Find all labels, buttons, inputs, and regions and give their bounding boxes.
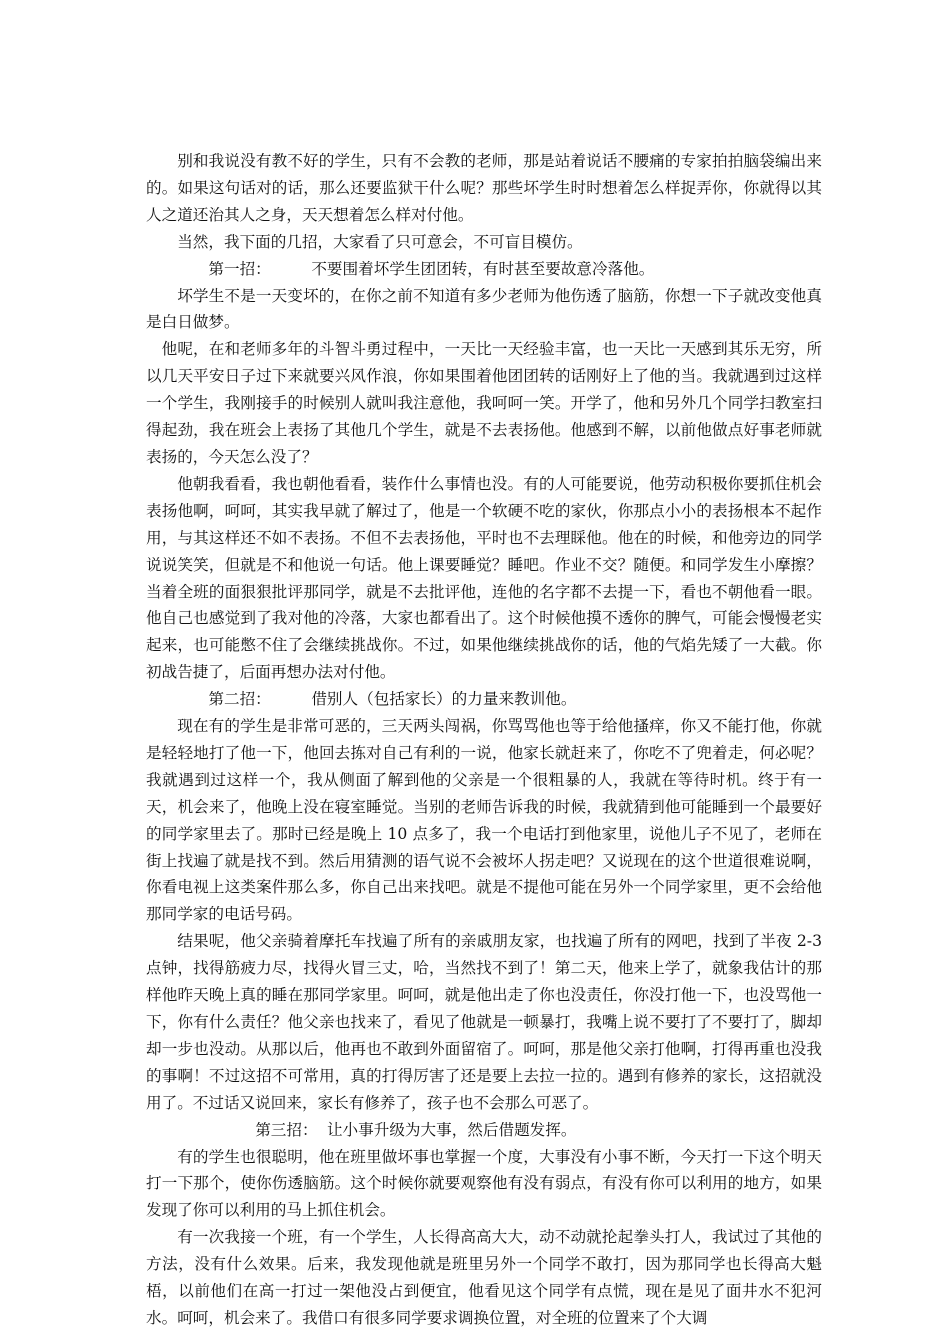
heading-label: 第三招： [255,1120,318,1139]
paragraph-2: 当然，我下面的几招，大家看了只可意会，不可盲目模仿。 [177,232,583,251]
heading-label: 第一招： [208,259,271,278]
paragraph-1: 别和我说没有教不好的学生，只有不会教的老师，那是站着说话不腰痛的专家拍拍脑袋编出来的。如果这句话对的话，那么还要监狱干什么呢？那些坏学生时时想着怎么样捉弄你，你就得以其人之道还治其人之身，天天想着怎么样对付他。 [146,152,822,224]
paragraph-4: 他呢，在和老师多年的斗智斗勇过程中，一天比一天经验丰富，也一天比一天感到其乐无穷，所以几天平安日子过下来就要兴风作浪，你如果围着他团团转的话刚好上了他的当。我就遇到过这样一个学生，我刚接手的时候别人就叫我注意他，我呵呵一笑。开学了，他和另外几个同学扫教室扫得起劲，我在班会上表扬了其他几个学生，就是不去表扬他。他感到不解，以前他做点好事老师就表扬的，今天怎么没了？ [146,340,822,466]
paragraph-5: 他朝我看看，我也朝他看看，装作什么事情也没。有的人可能要说，他劳动积极你要抓住机会表扬他啊，呵呵，其实我早就了解过了，他是一个软硬不吃的家伙，你那点小小的表扬根本不起作用，与其这样还不如不表扬。不但不去表扬他，平时也不去理睬他。他在的时候，和他旁边的同学说说笑笑，但就是不和他说一句话。他上课要睡觉？睡吧。作业不交？随便。和同学发生小摩擦？当着全班的面狠狠批评那同学，就是不去批评他，连他的名字都不去提一下，看也不朝他看一眼。他自己也感觉到了我对他的冷落，大家也都看出了。这个时候他摸不透你的脾气，可能会慢慢老实起来，也可能憋不住了会继续挑战你。不过，如果他继续挑战你的话，他的气焰先矮了一大截。你初战告捷了，后面再想办法对付他。 [146,474,822,682]
heading-text: 让小事升级为大事，然后借题发挥。 [326,1120,577,1139]
paragraph-3: 坏学生不是一天变坏的，在你之前不知道有多少老师为他伤透了脑筋，你想一下子就改变他真是白日做梦。 [146,286,822,332]
heading-second-move [146,686,822,713]
paragraph-7: 结果呢，他父亲骑着摩托车找遍了所有的亲戚朋友家，也找遍了所有的网吧，找到了半夜 2-3 点钟，找得筋疲力尽，找得火冒三丈，哈，当然找不到了！第二天，他来上学了，就象我估计的那样他昨天晚上真的睡在那同学家里。呵呵，就是他出走了你也没责任，你没打他一下，也没骂他一下，你有什么责任？他父亲也找来了，看见了他就是一顿暴打，我嘴上说不要打了不要打了，脚却却一步也没动。从那以后，他再也不敢到外面留宿了。呵呵，那是他父亲打他啊，打得再重也没我的事啊！不过这招不可常用，真的打得厉害了还是要上去拉一拉的。遇到有修养的家长，这招就没用了。不过话又说回来，家长有修养了，孩子也不会那么可恶了。 [146,932,822,1112]
heading-text: 不要围着坏学生团团转，有时甚至要故意冷落他。 [311,259,655,278]
heading-third-move [146,1117,822,1144]
heading-first-move [146,256,822,283]
document-body [146,148,822,1332]
paragraph-8: 有的学生也很聪明，他在班里做坏事也掌握一个度，大事没有小事不断，今天打一下这个明天打一下那个，使你伤透脑筋。这个时候你就要观察他有没有弱点，有没有你可以利用的地方，如果发现了你可以利用的马上抓住机会。 [146,1147,822,1220]
heading-text: 借别人（包括家长）的力量来教训他。 [311,690,577,709]
paragraph-6: 现在有的学生是非常可恶的，三天两头闯祸，你骂骂他也等于给他搔痒，你又不能打他，你就是轻轻地打了他一下，他回去拣对自己有利的一说，他家长就赶来了，你吃不了兜着走，何必呢？我就遇到过这样一个，我从侧面了解到他的父亲是一个很粗暴的人，我就在等待时机。终于有一天，机会来了，他晚上没在寝室睡觉。当别的老师告诉我的时候，我就猜到他可能睡到一个最要好的同学家里去了。那时已经是晚上 10 点多了，我一个电话打到他家里，说他儿子不见了，老师在街上找遍了就是找不到。然后用猜测的语气说不会被坏人拐走吧？又说现在的这个世道很难说啊，你看电视上这类案件那么多，你自己出来找吧。就是不提他可能在另外一个同学家里，更不会给他那同学家的电话号码。 [146,717,822,924]
heading-label: 第二招： [208,690,271,709]
paragraph-9: 有一次我接一个班，有一个学生，人长得高高大大，动不动就抡起拳头打人，我试过了其他的方法，没有什么效果。后来，我发现他就是班里另外一个同学不敢打，因为那同学也长得高大魁梧，以前他们在高一打过一架他没占到便宜，他看见这个同学有点慌，现在是见了面井水不犯河水。呵呵，机会来了。我借口有很多同学要求调换位置，对全班的位置来了个大调 [146,1228,822,1327]
